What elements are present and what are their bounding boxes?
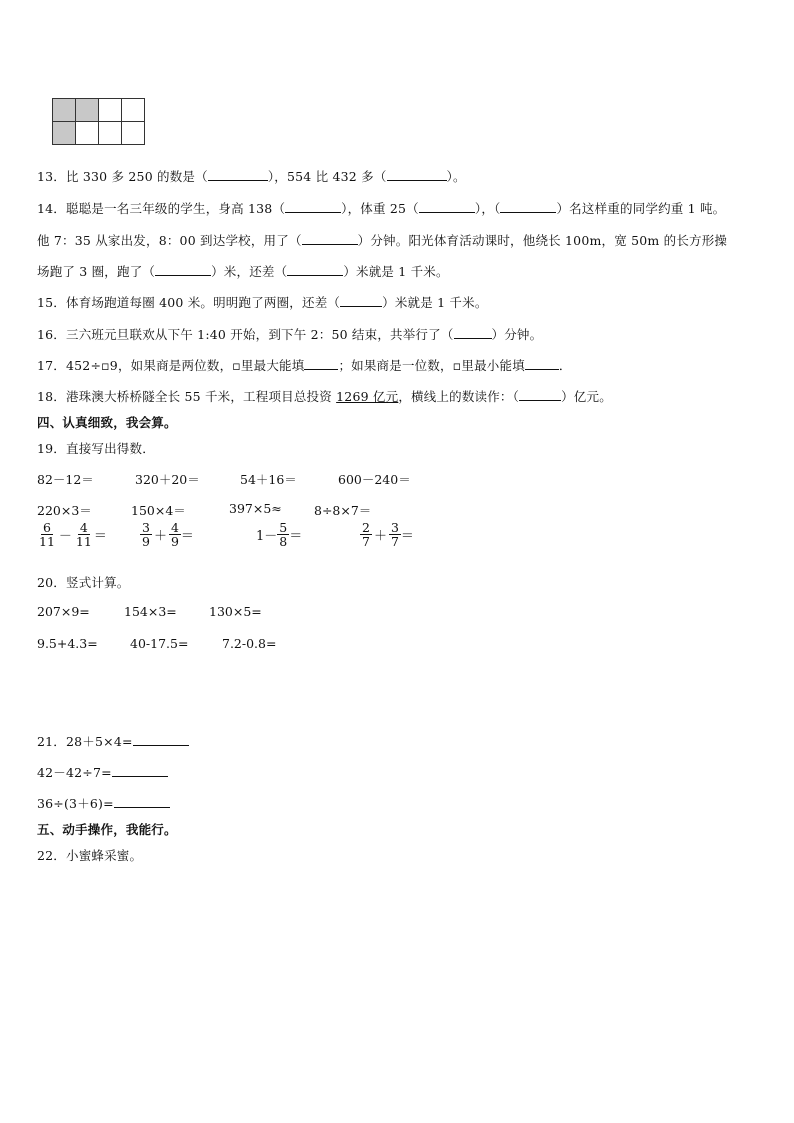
- question-22: 22．小蜜蜂采蜜。: [37, 848, 143, 863]
- q19-item: 600－240＝: [338, 472, 411, 487]
- q20-item: 9.5+4.3=: [37, 636, 98, 651]
- q13-text-1: 13．比 330 多 250 的数是（: [37, 169, 208, 184]
- q15-text-1: 15．体育场跑道每圈 400 米。明明跑了两圈，还差（: [37, 295, 341, 310]
- question-14-line-3: [37, 262, 449, 280]
- grid-cell: [76, 122, 99, 145]
- q15-text-2: ）米就是 1 千米。: [382, 295, 488, 310]
- q21-expr-1: 21．28＋5×4=: [37, 734, 133, 749]
- q21-expr-2: 42－42÷7=: [37, 765, 112, 780]
- answer-blank[interactable]: [340, 295, 382, 307]
- answer-blank[interactable]: [454, 327, 492, 339]
- q17-text-2: ；如果商是一位数，▫里最小能填: [338, 358, 525, 373]
- fraction-expression: $\frac{3}{9}$ ＋ $\frac{4}{9}$ ＝: [142, 520, 194, 550]
- answer-blank[interactable]: [208, 169, 268, 181]
- q14-text-6: ）分钟。阳光体育活动课时，他绕长 100m，宽 50m 的长方形操: [357, 233, 728, 248]
- q14-text-2: ），体重 25（: [341, 201, 419, 216]
- q19-item: 220×3＝: [37, 503, 92, 518]
- q18-text-1: 18．港珠澳大桥桥隧全长 55 千米，工程项目总投资: [37, 389, 337, 404]
- question-13: [37, 167, 466, 185]
- question-21-line-1: [37, 732, 189, 750]
- q19-item: 320＋20＝: [135, 472, 200, 487]
- grid-figure: [52, 98, 145, 145]
- q14-text-9: ）米就是 1 千米。: [343, 264, 449, 279]
- answer-blank[interactable]: [133, 734, 189, 746]
- q19-item: 82－12＝: [37, 472, 94, 487]
- question-14-line-2: [37, 231, 727, 249]
- q14-text-8: ）米，还差（: [211, 264, 288, 279]
- q20-item: 130×5=: [209, 604, 262, 619]
- section-5-heading: 五、动手操作，我能行。: [37, 822, 177, 837]
- fraction: $\frac{3}{7}$: [390, 520, 399, 550]
- q19-item: 150×4＝: [131, 503, 186, 518]
- fraction: $\frac{4}{11}$: [75, 520, 92, 550]
- q19-item: 54＋16＝: [240, 472, 297, 487]
- question-17: [37, 356, 572, 374]
- q20-item: 207×9=: [37, 604, 90, 619]
- answer-blank[interactable]: [285, 201, 341, 213]
- answer-blank[interactable]: [500, 201, 556, 213]
- answer-blank[interactable]: [387, 169, 447, 181]
- q17-text-3: ．: [558, 358, 572, 373]
- q19-item: 8÷8×7＝: [314, 503, 372, 518]
- q13-text-3: ）。: [446, 169, 466, 184]
- question-16: [37, 325, 542, 343]
- answer-blank[interactable]: [525, 358, 559, 370]
- answer-blank[interactable]: [302, 233, 358, 245]
- grid-cell: [99, 122, 122, 145]
- fraction-expression: 1－ $\frac{5}{8}$ ＝: [256, 520, 303, 550]
- grid-cell-shaded: [76, 99, 99, 122]
- q20-item: 40-17.5=: [130, 636, 189, 651]
- answer-blank[interactable]: [519, 389, 561, 401]
- q14-text-4: ）名这样重的同学约重 1 吨。: [556, 201, 726, 216]
- q13-text-2: ），554 比 432 多（: [267, 169, 387, 184]
- q18-underlined-number: 1269 亿元: [336, 389, 399, 404]
- fraction-expression: $\frac{2}{7}$ ＋ $\frac{3}{7}$ ＝: [362, 520, 414, 550]
- grid-cell: [99, 99, 122, 122]
- fraction: $\frac{6}{11}$: [39, 520, 55, 550]
- fraction: $\frac{4}{9}$: [170, 520, 179, 550]
- q16-text-2: ）分钟。: [491, 327, 543, 342]
- answer-blank[interactable]: [304, 358, 338, 370]
- section-4-heading: 四、认真细致，我会算。: [37, 415, 177, 430]
- question-20-title: 20．竖式计算。: [37, 575, 130, 590]
- grid-cell-shaded: [53, 122, 76, 145]
- answer-blank[interactable]: [155, 264, 211, 276]
- q21-expr-3: 36÷(3＋6)=: [37, 796, 114, 811]
- question-18: [37, 387, 612, 405]
- grid-cell: [122, 122, 145, 145]
- fraction: $\frac{3}{9}$: [142, 520, 150, 550]
- q20-item: 7.2-0.8=: [222, 636, 277, 651]
- q14-text-7: 场跑了 3 圈，跑了（: [37, 264, 156, 279]
- fraction-expression: $\frac{6}{11}$ － $\frac{4}{11}$ ＝: [39, 520, 107, 550]
- fraction: $\frac{5}{8}$: [279, 520, 288, 550]
- answer-blank[interactable]: [419, 201, 475, 213]
- q17-text-1: 17．452÷▫9，如果商是两位数，▫里最大能填: [37, 358, 305, 373]
- question-21-line-2: [37, 763, 168, 781]
- q16-text-1: 16．三六班元旦联欢从下午 1:40 开始，到下午 2：50 结束，共举行了（: [37, 327, 454, 342]
- question-15: [37, 293, 488, 311]
- answer-blank[interactable]: [114, 796, 170, 808]
- q14-text-1: 14．聪聪是一名三年级的学生，身高 138（: [37, 201, 286, 216]
- question-19-title: 19．直接写出得数．: [37, 441, 155, 456]
- q18-text-3: ）亿元。: [561, 389, 612, 404]
- q14-text-5: 他 7：35 从家出发，8：00 到达学校，用了（: [37, 233, 302, 248]
- q19-item: 397×5≈: [229, 501, 282, 516]
- q14-text-3: ），（: [474, 201, 501, 216]
- grid-cell-shaded: [53, 99, 76, 122]
- answer-blank[interactable]: [287, 264, 343, 276]
- fraction: $\frac{2}{7}$: [362, 520, 370, 550]
- q20-item: 154×3=: [124, 604, 177, 619]
- question-21-line-3: [37, 794, 170, 812]
- q18-text-2: ，横线上的数读作：（: [398, 389, 520, 404]
- answer-blank[interactable]: [112, 765, 168, 777]
- grid-cell: [122, 99, 145, 122]
- question-14-line-1: [37, 199, 725, 217]
